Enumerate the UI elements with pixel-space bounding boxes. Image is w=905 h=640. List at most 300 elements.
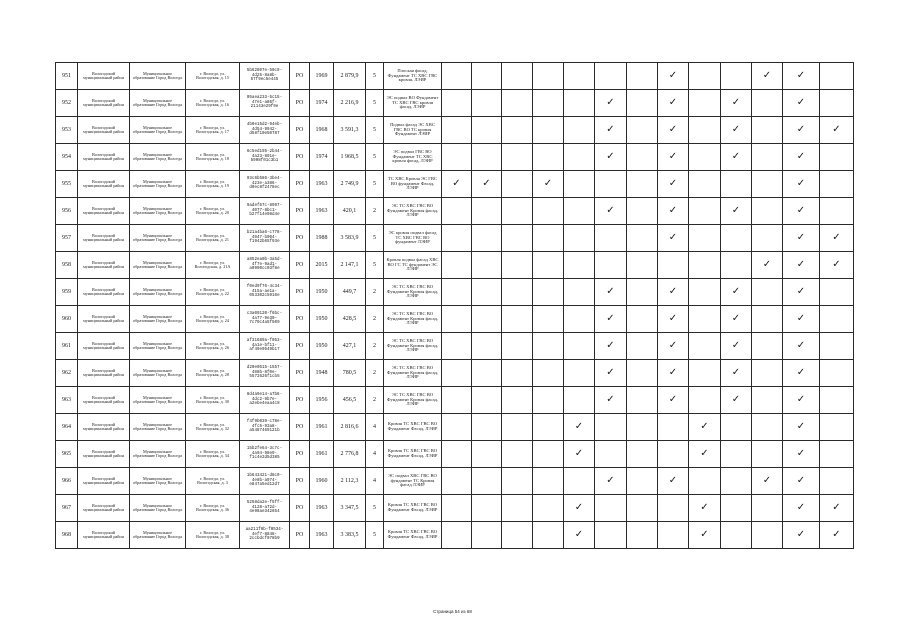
work-mark-cell (658, 252, 689, 279)
district-name: Вологодский муниципальный район (78, 306, 130, 333)
checkmark-icon: ✓ (731, 204, 741, 216)
table-row (56, 333, 854, 360)
district-name: Вологодский муниципальный район (78, 144, 130, 171)
work-mark-cell (564, 468, 595, 495)
work-mark-cell (533, 63, 564, 90)
checkmark-icon: ✓ (796, 501, 806, 513)
checkmark-icon: ✓ (668, 96, 678, 108)
work-mark-cell (721, 522, 752, 549)
house-guid: 05aea233-5c15-47e1-a86f-21143e29f9e (240, 90, 290, 117)
work-mark-cell (502, 90, 533, 117)
work-mark-cell (658, 198, 689, 225)
house-area: 2 147,1 (334, 252, 366, 279)
work-mark-cell (689, 468, 721, 495)
house-address: г. Вологда, ул. Вологодская, д. 21А (186, 252, 240, 279)
work-mark-cell (658, 144, 689, 171)
work-mark-cell (564, 441, 595, 468)
municipality-name: Муниципальное образование Город Вологда (130, 117, 186, 144)
work-mark-cell (595, 360, 627, 387)
work-mark-cell (502, 333, 533, 360)
work-mark-cell (721, 63, 752, 90)
house-address: г. Вологда, ул. Вологодская, д. 36 (186, 495, 240, 522)
work-mark-cell (820, 333, 854, 360)
work-mark-cell (658, 441, 689, 468)
work-mark-cell (658, 306, 689, 333)
work-mark-cell (783, 414, 820, 441)
work-mark-cell (783, 279, 820, 306)
work-mark-cell (752, 333, 783, 360)
work-mark-cell (820, 90, 854, 117)
work-mark-cell (472, 90, 502, 117)
district-name: Вологодский муниципальный район (78, 63, 130, 90)
work-mark-cell (472, 252, 502, 279)
build-year: 1948 (310, 360, 334, 387)
work-mark-cell (689, 198, 721, 225)
checkmark-icon: ✓ (762, 69, 772, 81)
work-types: Кровля подвал фасад ХВС ВО ГС ТС фундамент ЭС ЛЭИР (384, 252, 442, 279)
checkmark-icon: ✓ (832, 123, 841, 135)
work-mark-cell (564, 279, 595, 306)
fund-type: РО (290, 63, 310, 90)
checkmark-icon: ✓ (731, 339, 741, 351)
house-address: г. Вологда, ул. Вологодская, д. 15 (186, 63, 240, 90)
work-mark-cell (752, 279, 783, 306)
checkmark-icon: ✓ (731, 393, 741, 405)
work-mark-cell (820, 117, 854, 144)
checkmark-icon: ✓ (832, 231, 841, 243)
work-mark-cell (752, 360, 783, 387)
work-mark-cell (689, 495, 721, 522)
checkmark-icon: ✓ (668, 123, 678, 135)
work-mark-cell (564, 495, 595, 522)
fund-type: РО (290, 360, 310, 387)
checkmark-icon: ✓ (606, 123, 615, 135)
table-row (56, 306, 854, 333)
work-mark-cell (627, 414, 658, 441)
fund-type: РО (290, 144, 310, 171)
municipality-name: Муниципальное образование Город Вологда (130, 441, 186, 468)
work-mark-cell (564, 522, 595, 549)
floor-count: 5 (366, 522, 384, 549)
page-number: Страница 54 из 68 (433, 609, 472, 614)
floor-count: 4 (366, 414, 384, 441)
floor-count: 5 (366, 117, 384, 144)
house-address: г. Вологда, ул. Вологодская, д. 21 (186, 225, 240, 252)
work-mark-cell (627, 117, 658, 144)
fund-type: РО (290, 333, 310, 360)
build-year: 1974 (310, 90, 334, 117)
house-area: 420,1 (334, 198, 366, 225)
work-mark-cell (442, 360, 472, 387)
work-mark-cell (752, 387, 783, 414)
work-mark-cell (595, 225, 627, 252)
work-mark-cell (533, 117, 564, 144)
floor-count: 5 (366, 225, 384, 252)
work-mark-cell (820, 441, 854, 468)
house-address: г. Вологда, ул. Вологодская, д. 18 (186, 144, 240, 171)
floor-count: 2 (366, 387, 384, 414)
work-mark-cell (627, 306, 658, 333)
work-mark-cell (595, 333, 627, 360)
row-number: 953 (56, 117, 78, 144)
work-mark-cell (627, 441, 658, 468)
work-mark-cell (627, 522, 658, 549)
build-year: 1988 (310, 225, 334, 252)
work-mark-cell (533, 306, 564, 333)
checkmark-icon: ✓ (796, 69, 806, 81)
work-mark-cell (820, 522, 854, 549)
build-year: 2015 (310, 252, 334, 279)
house-address: г. Вологда, ул. Вологодская, д. 28 (186, 360, 240, 387)
house-area: 1 968,5 (334, 144, 366, 171)
work-mark-cell (627, 144, 658, 171)
table-row (56, 495, 854, 522)
work-types: Кровля ТС ХВС ГВС ВО Фундамент Фасад, ЛЭИР (384, 441, 442, 468)
municipality-name: Муниципальное образование Город Вологда (130, 279, 186, 306)
checkmark-icon: ✓ (574, 447, 584, 459)
municipality-name: Муниципальное образование Город Вологда (130, 144, 186, 171)
work-mark-cell (533, 468, 564, 495)
municipality-name: Муниципальное образование Город Вологда (130, 171, 186, 198)
work-mark-cell (689, 522, 721, 549)
work-mark-cell (533, 441, 564, 468)
fund-type: РО (290, 171, 310, 198)
work-types: ЭС подвал ХВС ГВС ВО фундамент ТС Кровля фасад ЛЭИР (384, 468, 442, 495)
house-guid: 8d4a9e14-a7b6-4dc2-9b7e-a2ebe4eaa4c8 (240, 387, 290, 414)
work-mark-cell (721, 171, 752, 198)
checkmark-icon: ✓ (668, 177, 678, 189)
work-mark-cell (627, 63, 658, 90)
work-mark-cell (752, 495, 783, 522)
work-mark-cell (820, 360, 854, 387)
checkmark-icon: ✓ (606, 339, 615, 351)
work-mark-cell (533, 279, 564, 306)
work-mark-cell (658, 63, 689, 90)
work-mark-cell (783, 333, 820, 360)
house-area: 449,7 (334, 279, 366, 306)
work-mark-cell (442, 387, 472, 414)
work-mark-cell (533, 171, 564, 198)
work-mark-cell (752, 117, 783, 144)
checkmark-icon: ✓ (668, 150, 678, 162)
work-mark-cell (564, 117, 595, 144)
district-name: Вологодский муниципальный район (78, 279, 130, 306)
house-area: 3 347,5 (334, 495, 366, 522)
work-mark-cell (752, 522, 783, 549)
work-mark-cell (595, 414, 627, 441)
table-row (56, 225, 854, 252)
floor-count: 4 (366, 468, 384, 495)
work-mark-cell (627, 225, 658, 252)
house-area: 2 776,8 (334, 441, 366, 468)
house-address: г. Вологда, ул. Вологодская, д. 30 (186, 387, 240, 414)
register-sheet (55, 62, 854, 549)
work-mark-cell (564, 144, 595, 171)
work-mark-cell (752, 441, 783, 468)
row-number: 962 (56, 360, 78, 387)
checkmark-icon: ✓ (731, 366, 741, 378)
table-row (56, 117, 854, 144)
checkmark-icon: ✓ (606, 474, 615, 486)
work-mark-cell (783, 252, 820, 279)
house-guid: 5258da2e-f5ff-4128-a72d-4e98ae342654 (240, 495, 290, 522)
build-year: 1960 (310, 468, 334, 495)
work-mark-cell (472, 468, 502, 495)
work-mark-cell (627, 360, 658, 387)
floor-count: 5 (366, 171, 384, 198)
table-row (56, 360, 854, 387)
work-mark-cell (820, 279, 854, 306)
work-mark-cell (783, 225, 820, 252)
work-mark-cell (658, 468, 689, 495)
work-mark-cell (820, 468, 854, 495)
house-guid: 15b2fe64-3c7c-4a94-98e9-f1c4e2d5d385 (240, 441, 290, 468)
row-number: 961 (56, 333, 78, 360)
work-mark-cell (442, 306, 472, 333)
work-mark-cell (564, 198, 595, 225)
work-mark-cell (564, 387, 595, 414)
checkmark-icon: ✓ (668, 231, 678, 243)
fund-type: РО (290, 441, 310, 468)
register-rows (56, 63, 854, 549)
work-mark-cell (564, 225, 595, 252)
work-mark-cell (595, 495, 627, 522)
work-mark-cell (442, 495, 472, 522)
checkmark-icon: ✓ (796, 150, 806, 162)
fund-type: РО (290, 495, 310, 522)
work-mark-cell (502, 495, 533, 522)
work-mark-cell (595, 144, 627, 171)
work-mark-cell (595, 63, 627, 90)
work-mark-cell (442, 171, 472, 198)
work-mark-cell (721, 306, 752, 333)
build-year: 1963 (310, 495, 334, 522)
build-year: 1950 (310, 333, 334, 360)
checkmark-icon: ✓ (700, 501, 709, 513)
work-mark-cell (533, 522, 564, 549)
floor-count: 5 (366, 495, 384, 522)
district-name: Вологодский муниципальный район (78, 117, 130, 144)
work-mark-cell (783, 387, 820, 414)
work-mark-cell (721, 144, 752, 171)
checkmark-icon: ✓ (574, 528, 584, 540)
work-mark-cell (752, 468, 783, 495)
fund-type: РО (290, 306, 310, 333)
build-year: 1961 (310, 441, 334, 468)
row-number: 955 (56, 171, 78, 198)
work-mark-cell (721, 414, 752, 441)
checkmark-icon: ✓ (700, 528, 709, 540)
work-mark-cell (472, 144, 502, 171)
work-mark-cell (533, 252, 564, 279)
work-mark-cell (564, 306, 595, 333)
work-mark-cell (689, 333, 721, 360)
build-year: 1961 (310, 414, 334, 441)
checkmark-icon: ✓ (796, 312, 806, 324)
work-mark-cell (595, 279, 627, 306)
checkmark-icon: ✓ (606, 393, 615, 405)
house-address: г. Вологда, ул. Вологодская, д. 32 (186, 414, 240, 441)
work-mark-cell (442, 90, 472, 117)
work-mark-cell (820, 63, 854, 90)
work-mark-cell (533, 495, 564, 522)
municipality-name: Муниципальное образование Город Вологда (130, 225, 186, 252)
work-mark-cell (442, 468, 472, 495)
municipality-name: Муниципальное образование Город Вологда (130, 90, 186, 117)
work-mark-cell (627, 171, 658, 198)
work-mark-cell (689, 360, 721, 387)
work-mark-cell (595, 252, 627, 279)
fund-type: РО (290, 468, 310, 495)
fund-type: РО (290, 198, 310, 225)
checkmark-icon: ✓ (796, 177, 806, 189)
fund-type: РО (290, 117, 310, 144)
work-mark-cell (627, 468, 658, 495)
work-mark-cell (783, 306, 820, 333)
work-mark-cell (627, 198, 658, 225)
work-mark-cell (472, 360, 502, 387)
table-row (56, 144, 854, 171)
house-guid: 93c6b586-3be4-423e-a386-d0ec8f2478ec (240, 171, 290, 198)
work-mark-cell (721, 90, 752, 117)
build-year: 1968 (310, 117, 334, 144)
work-mark-cell (783, 522, 820, 549)
house-guid: d20e0515-1557-488b-8f0e-5572626f1cb5 (240, 360, 290, 387)
checkmark-icon: ✓ (452, 177, 461, 189)
municipality-name: Муниципальное образование Город Вологда (130, 522, 186, 549)
checkmark-icon: ✓ (731, 96, 741, 108)
work-mark-cell (752, 63, 783, 90)
house-area: 2 749,9 (334, 171, 366, 198)
work-mark-cell (721, 117, 752, 144)
floor-count: 2 (366, 306, 384, 333)
house-area: 2 879,9 (334, 63, 366, 90)
district-name: Вологодский муниципальный район (78, 225, 130, 252)
work-mark-cell (658, 522, 689, 549)
work-mark-cell (721, 252, 752, 279)
row-number: 957 (56, 225, 78, 252)
work-mark-cell (783, 495, 820, 522)
work-mark-cell (442, 414, 472, 441)
work-types: Кровля ТС ХВС ГВС ВО Фундамент Фасад, ЛЭИР (384, 522, 442, 549)
work-mark-cell (502, 414, 533, 441)
checkmark-icon: ✓ (606, 366, 615, 378)
work-mark-cell (752, 306, 783, 333)
work-mark-cell (564, 252, 595, 279)
municipality-name: Муниципальное образование Город Вологда (130, 468, 186, 495)
work-mark-cell (752, 414, 783, 441)
work-mark-cell (783, 441, 820, 468)
fund-type: РО (290, 522, 310, 549)
checkmark-icon: ✓ (606, 96, 615, 108)
work-mark-cell (502, 387, 533, 414)
work-mark-cell (721, 387, 752, 414)
house-area: 428,5 (334, 306, 366, 333)
house-guid: a852ea0b-3a5d-4f7e-9ad1-a0990cc03f8e (240, 252, 290, 279)
work-mark-cell (627, 279, 658, 306)
work-mark-cell (533, 414, 564, 441)
floor-count: 2 (366, 360, 384, 387)
fund-type: РО (290, 90, 310, 117)
work-mark-cell (658, 171, 689, 198)
work-mark-cell (564, 63, 595, 90)
work-types: ТС ХВС Кровля ЭС ГВС ВО фундамент Фасад, ЛЭИР (384, 171, 442, 198)
district-name: Вологодский муниципальный район (78, 360, 130, 387)
work-mark-cell (783, 144, 820, 171)
floor-count: 5 (366, 144, 384, 171)
work-mark-cell (442, 279, 472, 306)
district-name: Вологодский муниципальный район (78, 198, 130, 225)
housing-register-table (55, 62, 854, 549)
checkmark-icon: ✓ (606, 204, 615, 216)
checkmark-icon: ✓ (668, 474, 678, 486)
checkmark-icon: ✓ (796, 258, 806, 270)
house-area: 427,1 (334, 333, 366, 360)
district-name: Вологодский муниципальный район (78, 90, 130, 117)
work-mark-cell (595, 90, 627, 117)
fund-type: РО (290, 252, 310, 279)
work-mark-cell (502, 171, 533, 198)
municipality-name: Муниципальное образование Город Вологда (130, 414, 186, 441)
floor-count: 2 (366, 333, 384, 360)
work-mark-cell (820, 198, 854, 225)
table-row (56, 171, 854, 198)
house-guid: af31689a-f053-4a1e-bf11-af49e9549b17 (240, 333, 290, 360)
house-address: г. Вологда, ул. Вологодская, д. 16 (186, 90, 240, 117)
work-mark-cell (689, 252, 721, 279)
work-mark-cell (442, 333, 472, 360)
checkmark-icon: ✓ (796, 393, 806, 405)
row-number: 965 (56, 441, 78, 468)
checkmark-icon: ✓ (668, 204, 678, 216)
work-mark-cell (595, 117, 627, 144)
work-mark-cell (721, 225, 752, 252)
work-mark-cell (472, 279, 502, 306)
work-mark-cell (689, 225, 721, 252)
floor-count: 5 (366, 63, 384, 90)
work-mark-cell (595, 522, 627, 549)
row-number: 960 (56, 306, 78, 333)
table-row (56, 522, 854, 549)
table-row (56, 441, 854, 468)
work-mark-cell (502, 279, 533, 306)
work-mark-cell (442, 252, 472, 279)
work-mark-cell (595, 441, 627, 468)
house-address: г. Вологда, ул. Вологодская, д. 38 (186, 522, 240, 549)
work-mark-cell (752, 144, 783, 171)
work-mark-cell (820, 306, 854, 333)
work-mark-cell (820, 414, 854, 441)
build-year: 1956 (310, 387, 334, 414)
checkmark-icon: ✓ (796, 420, 806, 432)
house-address: г. Вологда, ул. Вологодская, д. 19 (186, 171, 240, 198)
checkmark-icon: ✓ (731, 285, 741, 297)
checkmark-icon: ✓ (796, 204, 806, 216)
checkmark-icon: ✓ (574, 501, 584, 513)
work-mark-cell (472, 333, 502, 360)
checkmark-icon: ✓ (606, 312, 615, 324)
work-mark-cell (783, 198, 820, 225)
work-types: ЭС ТС ХВС ГВС ВО Фундамент Кровля фасад, ЛЭИР (384, 306, 442, 333)
table-row (56, 63, 854, 90)
table-row (56, 387, 854, 414)
district-name: Вологодский муниципальный район (78, 171, 130, 198)
work-mark-cell (502, 63, 533, 90)
row-number: 954 (56, 144, 78, 171)
work-mark-cell (820, 225, 854, 252)
house-address: г. Вологда, ул. Вологодская, д. 22 (186, 279, 240, 306)
work-mark-cell (627, 90, 658, 117)
